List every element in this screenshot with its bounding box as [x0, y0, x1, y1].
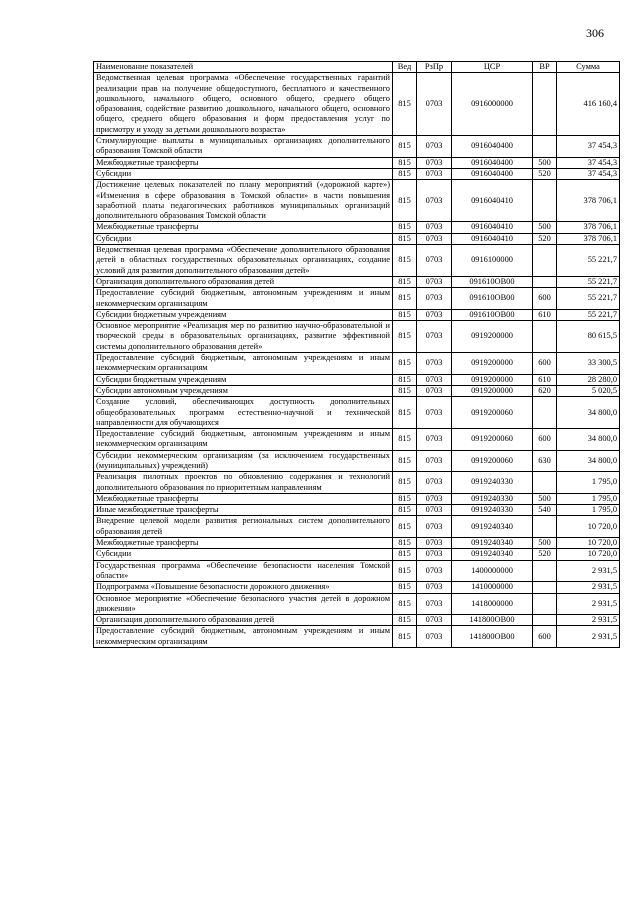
cell-name: Реализация пилотных проектов по обновлению содержания и технологий дополнительного образования по приоритетным направлениям [94, 472, 393, 494]
cell-ved: 815 [393, 353, 417, 375]
table-body [94, 73, 620, 648]
cell-csr: 0919240330 [452, 472, 533, 494]
header-csr: ЦСР [452, 62, 533, 73]
cell-csr: 0919200060 [452, 397, 533, 429]
table-row [94, 516, 620, 538]
cell-rzpr: 0703 [417, 493, 452, 504]
header-rzpr: РзПр [417, 62, 452, 73]
cell-name: Ведомственная целевая программа «Обеспечение государственных гарантий реализации прав на получение общедоступного, бесплатного и качественного дошкольного, начального общего, основного общего, среднего общего образования, содействие развитию дошкольного, начального общего, основного общего, среднего общего образования и форм предоставления услуг по присмотру и уходу за детьми дошкольного возраста» [94, 73, 393, 136]
cell-sum: 10 720,0 [557, 549, 620, 560]
cell-name: Организация дополнительного образования детей [94, 615, 393, 626]
table-row [94, 615, 620, 626]
table-row [94, 538, 620, 549]
cell-ved: 815 [393, 593, 417, 615]
cell-rzpr: 0703 [417, 560, 452, 582]
cell-vr [533, 321, 557, 353]
cell-sum: 37 454,3 [557, 168, 620, 179]
cell-sum: 80 615,5 [557, 321, 620, 353]
cell-csr: 0919240340 [452, 549, 533, 560]
table-row [94, 157, 620, 168]
table-row [94, 582, 620, 593]
cell-vr [533, 472, 557, 494]
cell-csr: 0916040410 [452, 222, 533, 233]
cell-name: Ведомственная целевая программа «Обеспечение дополнительного образования детей в областных государственных образовательных организациях, создание условий для развития дополнительного образования детей» [94, 245, 393, 277]
cell-csr: 0919200060 [452, 450, 533, 472]
cell-vr: 630 [533, 450, 557, 472]
table-row [94, 549, 620, 560]
table-row [94, 472, 620, 494]
cell-sum: 1 795,0 [557, 493, 620, 504]
cell-csr: 0916040400 [452, 168, 533, 179]
cell-rzpr: 0703 [417, 472, 452, 494]
cell-ved: 815 [393, 168, 417, 179]
cell-sum: 37 454,3 [557, 136, 620, 158]
table-row [94, 309, 620, 320]
cell-ved: 815 [393, 321, 417, 353]
cell-ved: 815 [393, 516, 417, 538]
cell-rzpr: 0703 [417, 353, 452, 375]
cell-sum: 2 931,5 [557, 593, 620, 615]
cell-sum: 378 706,1 [557, 233, 620, 244]
cell-ved: 815 [393, 157, 417, 168]
cell-vr [533, 276, 557, 287]
cell-name: Подпрограмма «Повышение безопасности дорожного движения» [94, 582, 393, 593]
header-vr: ВР [533, 62, 557, 73]
cell-sum: 55 221,7 [557, 288, 620, 310]
cell-vr: 600 [533, 288, 557, 310]
table-row [94, 73, 620, 136]
cell-name: Иные межбюджетные трансферты [94, 505, 393, 516]
cell-name: Субсидии [94, 233, 393, 244]
table-row [94, 397, 620, 429]
cell-ved: 815 [393, 538, 417, 549]
cell-name: Субсидии некоммерческим организациям (за исключением государственных (муниципальных) учреждений) [94, 450, 393, 472]
cell-csr: 0919200060 [452, 429, 533, 451]
cell-sum: 55 221,7 [557, 276, 620, 287]
cell-csr: 0916000000 [452, 73, 533, 136]
cell-csr: 0919200000 [452, 353, 533, 375]
header-name: Наименование показателей [94, 62, 393, 73]
cell-name: Субсидии [94, 549, 393, 560]
cell-rzpr: 0703 [417, 549, 452, 560]
cell-name: Предоставление субсидий бюджетным, автономным учреждениям и иным некоммерческим организациям [94, 288, 393, 310]
cell-csr: 0919200000 [452, 385, 533, 396]
cell-rzpr: 0703 [417, 615, 452, 626]
cell-vr: 500 [533, 157, 557, 168]
cell-vr: 600 [533, 626, 557, 648]
cell-sum: 2 931,5 [557, 615, 620, 626]
cell-ved: 815 [393, 73, 417, 136]
cell-sum: 37 454,3 [557, 157, 620, 168]
cell-sum: 1 795,0 [557, 505, 620, 516]
table-row [94, 233, 620, 244]
cell-name: Межбюджетные трансферты [94, 538, 393, 549]
cell-csr: 0919240340 [452, 538, 533, 549]
cell-csr: 0919240330 [452, 493, 533, 504]
cell-ved: 815 [393, 582, 417, 593]
table-row [94, 180, 620, 222]
cell-csr: 0916100000 [452, 245, 533, 277]
cell-rzpr: 0703 [417, 505, 452, 516]
table-row [94, 222, 620, 233]
table-row [94, 429, 620, 451]
cell-vr [533, 180, 557, 222]
cell-vr: 620 [533, 385, 557, 396]
cell-name: Субсидии [94, 168, 393, 179]
cell-csr: 0916040410 [452, 233, 533, 244]
cell-rzpr: 0703 [417, 245, 452, 277]
cell-ved: 815 [393, 180, 417, 222]
cell-sum: 2 931,5 [557, 626, 620, 648]
cell-name: Предоставление субсидий бюджетным, автономным учреждениям и иным некоммерческим организациям [94, 429, 393, 451]
cell-rzpr: 0703 [417, 180, 452, 222]
cell-vr [533, 397, 557, 429]
cell-vr [533, 136, 557, 158]
table-row [94, 136, 620, 158]
cell-ved: 815 [393, 626, 417, 648]
budget-table [93, 61, 620, 648]
cell-ved: 815 [393, 222, 417, 233]
cell-vr: 520 [533, 549, 557, 560]
cell-name: Государственная программа «Обеспечение безопасности населения Томской области» [94, 560, 393, 582]
cell-vr [533, 560, 557, 582]
cell-vr [533, 615, 557, 626]
table-row [94, 450, 620, 472]
table-row [94, 276, 620, 287]
cell-sum: 416 160,4 [557, 73, 620, 136]
cell-ved: 815 [393, 549, 417, 560]
cell-ved: 815 [393, 385, 417, 396]
cell-name: Субсидии автономным учреждениям [94, 385, 393, 396]
cell-csr: 1410000000 [452, 582, 533, 593]
table-row [94, 505, 620, 516]
cell-rzpr: 0703 [417, 136, 452, 158]
cell-csr: 0919240340 [452, 516, 533, 538]
cell-vr: 500 [533, 538, 557, 549]
cell-ved: 815 [393, 309, 417, 320]
cell-sum: 33 300,5 [557, 353, 620, 375]
cell-ved: 815 [393, 276, 417, 287]
cell-rzpr: 0703 [417, 582, 452, 593]
header-sum: Сумма [557, 62, 620, 73]
cell-ved: 815 [393, 615, 417, 626]
cell-csr: 0916040400 [452, 136, 533, 158]
cell-rzpr: 0703 [417, 73, 452, 136]
cell-name: Межбюджетные трансферты [94, 493, 393, 504]
cell-sum: 1 795,0 [557, 472, 620, 494]
cell-ved: 815 [393, 136, 417, 158]
cell-name: Межбюджетные трансферты [94, 157, 393, 168]
cell-sum: 10 720,0 [557, 516, 620, 538]
cell-name: Субсидии бюджетным учреждениям [94, 374, 393, 385]
cell-rzpr: 0703 [417, 309, 452, 320]
cell-ved: 815 [393, 450, 417, 472]
page-number: 306 [586, 26, 604, 40]
cell-ved: 815 [393, 288, 417, 310]
cell-sum: 378 706,1 [557, 180, 620, 222]
table-row [94, 374, 620, 385]
cell-ved: 815 [393, 560, 417, 582]
cell-rzpr: 0703 [417, 374, 452, 385]
cell-name: Основное мероприятие «Обеспечение безопасного участия детей в дорожном движении» [94, 593, 393, 615]
table-row [94, 593, 620, 615]
cell-name: Организация дополнительного образования детей [94, 276, 393, 287]
cell-vr [533, 73, 557, 136]
cell-vr [533, 516, 557, 538]
cell-name: Субсидии бюджетным учреждениям [94, 309, 393, 320]
cell-sum: 28 280,0 [557, 374, 620, 385]
cell-rzpr: 0703 [417, 276, 452, 287]
table-row [94, 385, 620, 396]
cell-rzpr: 0703 [417, 321, 452, 353]
cell-sum: 34 800,0 [557, 429, 620, 451]
cell-sum: 55 221,7 [557, 309, 620, 320]
cell-csr: 0919200000 [452, 374, 533, 385]
cell-vr: 540 [533, 505, 557, 516]
cell-name: Межбюджетные трансферты [94, 222, 393, 233]
cell-rzpr: 0703 [417, 538, 452, 549]
cell-csr: 0919200000 [452, 321, 533, 353]
cell-rzpr: 0703 [417, 397, 452, 429]
table-row [94, 168, 620, 179]
cell-vr: 520 [533, 168, 557, 179]
cell-csr: 0916040410 [452, 180, 533, 222]
cell-rzpr: 0703 [417, 385, 452, 396]
cell-vr: 500 [533, 222, 557, 233]
cell-csr: 0919240330 [452, 505, 533, 516]
cell-csr: 141800ОВ00 [452, 626, 533, 648]
cell-sum: 34 800,0 [557, 450, 620, 472]
cell-rzpr: 0703 [417, 288, 452, 310]
cell-csr: 1418000000 [452, 593, 533, 615]
cell-vr [533, 245, 557, 277]
cell-rzpr: 0703 [417, 168, 452, 179]
cell-name: Стимулирующие выплаты в муниципальных организациях дополнительного образования Томской области [94, 136, 393, 158]
cell-rzpr: 0703 [417, 157, 452, 168]
cell-rzpr: 0703 [417, 450, 452, 472]
cell-vr: 520 [533, 233, 557, 244]
table-row [94, 245, 620, 277]
cell-ved: 815 [393, 505, 417, 516]
cell-name: Основное мероприятие «Реализация мер по развитию научно-образовательной и творческой среды в образовательных организациях, развитие эффективной системы дополнительного образования детей» [94, 321, 393, 353]
cell-vr: 600 [533, 353, 557, 375]
table-row [94, 626, 620, 648]
table-row [94, 288, 620, 310]
cell-rzpr: 0703 [417, 233, 452, 244]
cell-csr: 1400000000 [452, 560, 533, 582]
cell-vr [533, 582, 557, 593]
cell-csr: 091610ОВ00 [452, 276, 533, 287]
table-row [94, 493, 620, 504]
table-row [94, 560, 620, 582]
cell-rzpr: 0703 [417, 593, 452, 615]
cell-ved: 815 [393, 472, 417, 494]
cell-sum: 34 800,0 [557, 397, 620, 429]
cell-ved: 815 [393, 493, 417, 504]
cell-rzpr: 0703 [417, 429, 452, 451]
cell-sum: 2 931,5 [557, 560, 620, 582]
cell-name: Достижение целевых показателей по плану мероприятий («дорожной карте») «Изменения в сфере образования в Томской области» в части повышения заработной платы педагогических работников муниципальных организаций дополнительного образования Томской области [94, 180, 393, 222]
cell-csr: 091610ОВ00 [452, 309, 533, 320]
cell-vr: 500 [533, 493, 557, 504]
cell-csr: 141800ОВ00 [452, 615, 533, 626]
table-header-row [94, 62, 620, 73]
cell-csr: 0916040400 [452, 157, 533, 168]
cell-name: Предоставление субсидий бюджетным, автономным учреждениям и иным некоммерческим организациям [94, 626, 393, 648]
cell-name: Создание условий, обеспечивающих доступность дополнительных общеобразовательных программ естественно-научной и технической направленности для обучающихся [94, 397, 393, 429]
cell-ved: 815 [393, 233, 417, 244]
cell-vr: 610 [533, 374, 557, 385]
cell-sum: 2 931,5 [557, 582, 620, 593]
cell-name: Предоставление субсидий бюджетным, автономным учреждениям и иным некоммерческим организациям [94, 353, 393, 375]
cell-vr [533, 593, 557, 615]
cell-csr: 091610ОВ00 [452, 288, 533, 310]
cell-rzpr: 0703 [417, 222, 452, 233]
table-row [94, 353, 620, 375]
table-row [94, 321, 620, 353]
cell-ved: 815 [393, 374, 417, 385]
cell-vr: 600 [533, 429, 557, 451]
cell-sum: 55 221,7 [557, 245, 620, 277]
header-ved: Вед [393, 62, 417, 73]
cell-vr: 610 [533, 309, 557, 320]
cell-name: Внедрение целевой модели развития региональных систем дополнительного образования детей [94, 516, 393, 538]
cell-sum: 378 706,1 [557, 222, 620, 233]
cell-ved: 815 [393, 397, 417, 429]
cell-sum: 5 020,5 [557, 385, 620, 396]
cell-sum: 10 720,0 [557, 538, 620, 549]
cell-ved: 815 [393, 245, 417, 277]
cell-rzpr: 0703 [417, 516, 452, 538]
cell-ved: 815 [393, 429, 417, 451]
cell-rzpr: 0703 [417, 626, 452, 648]
